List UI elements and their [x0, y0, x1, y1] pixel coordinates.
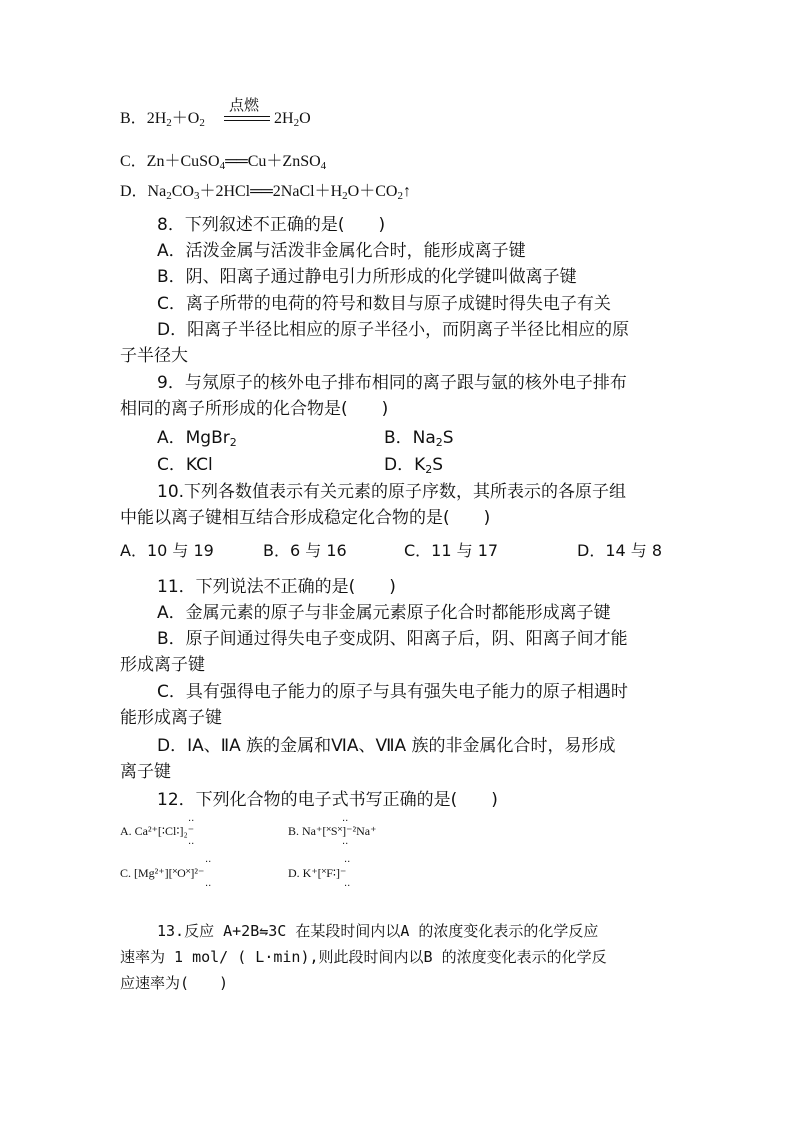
reaction-condition-ignite: 点燃	[229, 96, 260, 114]
q8-option-a: A．活泼金属与活泼非金属化合时，能形成离子键	[157, 241, 526, 261]
q8-option-d-cont: 子半径大	[120, 346, 188, 366]
dot-pair: ··	[205, 881, 212, 892]
q12-option-b: B. Na⁺[˟S˟]⁻²Na⁺	[288, 824, 377, 838]
q11-stem: 11．下列说法不正确的是( )	[157, 577, 396, 597]
dot-pair: ··	[342, 839, 349, 850]
dot-pair: ··	[188, 839, 195, 850]
q11-option-a: A．金属元素的原子与非金属元素原子化合时都能形成离子键	[157, 603, 611, 623]
q8-stem: 8．下列叙述不正确的是( )	[157, 215, 386, 235]
dot-pair: ··	[205, 857, 212, 868]
q10-option-d: D．14 与 8	[577, 541, 663, 560]
q12-option-c: C. [Mg²⁺][˟O˟]²⁻	[120, 866, 205, 880]
option-c-reaction: C．Zn＋CuSO$_4$══Cu＋ZnSO$_4$	[120, 153, 327, 172]
q10-stem: 10.下列各数值表示有关元素的原子序数，其所表示的各原子组	[157, 482, 627, 502]
q13-stem-cont: 速率为 1 mol/ ( L·min),则此段时间内以B 的浓度变化表示的化学反	[120, 948, 607, 966]
q13-stem-end: 应速率为( )	[120, 974, 229, 992]
q9-option-c: C．KCl	[157, 455, 213, 475]
reaction-arrow-bottom	[224, 120, 270, 121]
q8-option-d: D．阳离子半径比相应的原子半径小，而阴离子半径比相应的原	[157, 320, 630, 340]
dot-pair: ··	[188, 816, 195, 827]
q10-option-c: C．11 与 17	[404, 541, 499, 560]
q9-stem: 9．与氖原子的核外电子排布相同的离子跟与氩的核外电子排布	[157, 373, 627, 393]
q10-stem-cont: 中能以离子键相互结合形成稳定化合物的是( )	[120, 508, 491, 528]
q11-option-c: C．具有强得电子能力的原子与具有强失电子能力的原子相遇时	[157, 682, 628, 702]
dot-pair: ··	[344, 857, 351, 868]
dot-pair: ··	[342, 816, 349, 827]
dot-pair: ··	[344, 881, 351, 892]
q8-option-c: C．离子所带的电荷的符号和数目与原子成键时得失电子有关	[157, 294, 611, 314]
q12-stem: 12．下列化合物的电子式书写正确的是( )	[157, 790, 498, 810]
option-d-reaction: D．$Na_2CO_3+2HCl══2NaCl+H_2O+CO_2↑$	[120, 183, 411, 202]
q9-stem-cont: 相同的离子所形成的化合物是( )	[120, 399, 389, 419]
q11-option-b: B．原子间通过得失电子变成阴、阳离子后，阴、阳离子间才能	[157, 629, 628, 649]
q12-option-d: D. K⁺[˟F∶]⁻	[288, 866, 347, 880]
option-b-reaction: B．$2H_2+O_2$	[120, 110, 205, 129]
q9-option-d: D．$K_2S$	[384, 455, 444, 476]
q11-option-d: D．ⅠA、ⅡA 族的金属和ⅥA、ⅦA 族的非金属化合时，易形成	[157, 736, 616, 756]
q8-option-b: B．阴、阳离子通过静电引力所形成的化学键叫做离子键	[157, 267, 577, 287]
q13-stem: 13.反应 A+2B⇋3C 在某段时间内以A 的浓度变化表示的化学反应	[157, 922, 599, 940]
q10-option-b: B．6 与 16	[263, 541, 347, 560]
q11-option-d-cont: 离子键	[120, 762, 171, 782]
q9-option-b: B．$Na_2S$	[384, 428, 454, 449]
q11-option-b-cont: 形成离子键	[120, 655, 205, 675]
q9-option-a: A．MgBr$_2$	[157, 428, 237, 449]
q10-option-a: A．10 与 19	[120, 541, 214, 560]
reaction-arrow-top	[224, 116, 270, 117]
option-b-product: $2H_2O$	[274, 110, 311, 129]
q11-option-c-cont: 能形成离子键	[120, 708, 222, 728]
q12-option-a: A. Ca²⁺[∶Cl∶]₂⁻	[120, 824, 195, 838]
